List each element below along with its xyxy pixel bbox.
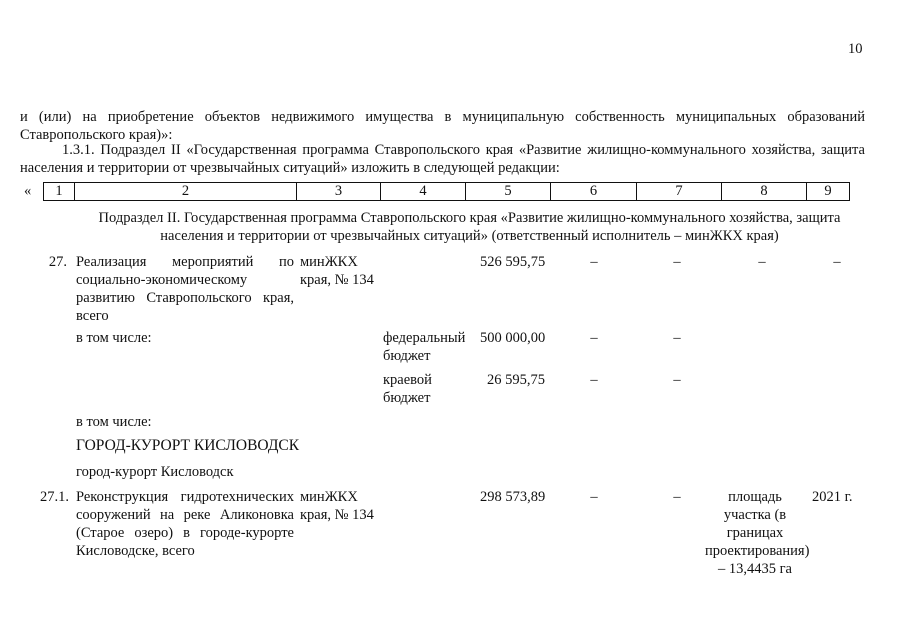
federal-budget-col6: – — [590, 330, 598, 346]
regional-budget-col6: – — [590, 372, 598, 388]
regional-budget-amount: 26 595,75 — [487, 372, 545, 388]
row-27-1-executor: минЖКХ края, № 134 — [300, 489, 374, 523]
column-number-9: 9 — [807, 183, 850, 201]
federal-budget-col7: – — [673, 330, 681, 346]
row-27-1-indicator: площадь участка (в границах проектирования) – 13,4435 га — [705, 489, 810, 577]
column-number-6: 6 — [551, 183, 637, 201]
column-number-4: 4 — [381, 183, 466, 201]
row-27-1-col6: – — [590, 489, 598, 505]
column-number-1: 1 — [44, 183, 75, 201]
page-number: 10 — [848, 41, 863, 57]
city-subheading: город-курорт Кисловодск — [76, 464, 234, 480]
column-number-header — [43, 182, 850, 201]
opening-quote: « — [24, 183, 32, 199]
intro-paragraph-2: 1.3.1. Подраздел II «Государственная программа Ставропольского края «Развитие жилищно-коммунального хозяйства, защита населения и территории от чрезвычайных ситуаций» изложить в следующей редакции: — [20, 142, 865, 176]
federal-budget-label: федеральный бюджет — [383, 330, 466, 364]
including-label-2: в том числе: — [76, 414, 152, 430]
row-27-1-year: 2021 г. — [812, 489, 853, 505]
row-27-col8: – — [758, 254, 766, 270]
row-27-1-name: Реконструкция гидротехнических сооружений на реке Аликоновка (Старое озеро) в городе-курорте Кисловодске, всего — [76, 489, 294, 559]
row-27-1-amount: 298 573,89 — [480, 489, 546, 505]
row-27-col7: – — [673, 254, 681, 270]
column-number-5: 5 — [466, 183, 551, 201]
regional-budget-label: краевой бюджет — [383, 372, 432, 406]
row-27-executor: минЖКХ края, № 134 — [300, 254, 374, 288]
row-27-number: 27. — [48, 254, 67, 270]
including-label: в том числе: — [76, 330, 152, 346]
federal-budget-amount: 500 000,00 — [480, 330, 546, 346]
column-number-8: 8 — [722, 183, 807, 201]
row-27-1-col7: – — [673, 489, 681, 505]
subsection-title: Подраздел II. Государственная программа Ставропольского края «Развитие жилищно-коммунального хозяйства, защита населения и территории от чрезвычайных ситуаций» (ответственный исполнитель – минЖКХ края) — [98, 210, 841, 244]
city-heading: ГОРОД-КУРОРТ КИСЛОВОДСК — [76, 437, 300, 454]
column-number-2: 2 — [75, 183, 297, 201]
row-27-name: Реализация мероприятий по социально-экономическому развитию Ставропольского края, всего — [76, 254, 294, 324]
row-27-amount: 526 595,75 — [480, 254, 546, 270]
intro-paragraph-1: и (или) на приобретение объектов недвижимого имущества в муниципальную собственность муниципальных образований Ставропольского края)»: — [20, 109, 865, 143]
column-number-7: 7 — [637, 183, 722, 201]
column-number-3: 3 — [297, 183, 381, 201]
regional-budget-col7: – — [673, 372, 681, 388]
row-27-1-number: 27.1. — [40, 489, 69, 505]
row-27-col9: – — [833, 254, 841, 270]
row-27-col6: – — [590, 254, 598, 270]
